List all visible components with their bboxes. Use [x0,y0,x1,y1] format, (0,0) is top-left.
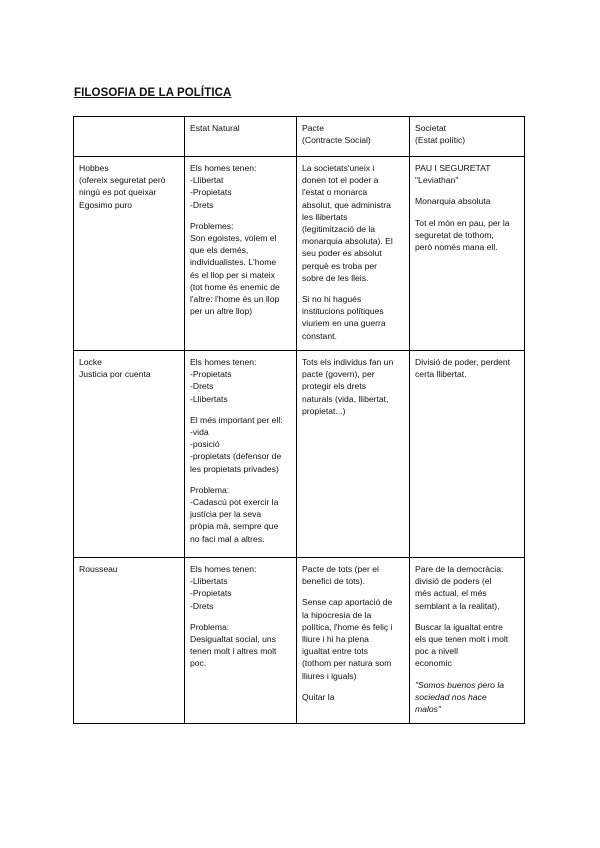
cell-text-line: pròpia mà, sempre que [190,521,279,532]
cell-text-line: absolut, que administra [302,199,391,210]
cell-text-line: -Propietats [190,369,232,380]
cell-spacer [302,682,405,691]
cell-spacer [302,284,405,293]
cell-spacer [415,208,520,217]
page-title: FILOSOFIA DE LA POLÍTICA [74,87,232,99]
cell-text-line: els que tenen molt i molt [415,634,509,645]
cell-text-line: certa llibertat. [415,369,467,380]
cell-spacer [415,186,520,195]
cell-text-line: sociedad nos hace [415,691,487,702]
cell-spacer [415,612,520,621]
cell-text-line: protegir els drets [302,381,367,392]
cell-text-line: seu poder es absolut [302,248,382,259]
cell-text-line: que els demés, [190,245,249,256]
cell-text-line: Locke [79,357,102,367]
cell-text-line: Divisió de poder, perdent [415,357,511,367]
cell-text-line: -Llibertats [190,576,228,587]
cell-text-line: economic [415,658,452,669]
author-cell-rousseau [74,558,185,724]
societat-cell-rousseau [410,558,525,724]
author-cell-locke [74,351,185,558]
cell-text-line: Pacte de tots (per el [302,564,379,574]
author-cell-hobbes [74,157,185,351]
cell-text-line: -Propietats [190,588,232,599]
cell-text-line: Els homes tenen: [190,357,257,367]
cell-text-line: (legitimització de la [302,224,376,235]
cell-text-line: és el llop per si mateix [190,269,276,280]
pacte-cell-rousseau [297,558,410,724]
estat-natural-cell-rousseau [185,558,297,724]
cell-text-line: -Llibertats [190,393,228,404]
header-empty-cell [74,117,185,157]
pacte-cell-hobbes [297,157,410,351]
cell-text-line: -Propietats [190,187,232,198]
cell-text-line: PAU I SEGURETAT [415,163,491,173]
cell-text-line: les propietats privades) [190,463,279,474]
cell-text-line: Pacte [302,123,324,133]
cell-text-line: però només mana ell. [415,242,498,253]
cell-text-line: Quitar la [302,691,335,702]
cell-text-line: igualtat entre tots [302,646,368,657]
cell-text-line: divisió de poders (el [415,576,492,587]
cell-text-line: semblant a la realitat). [415,600,500,611]
cell-text-line: per un altre llop) [190,306,253,317]
cell-text-line: lliure i hi ha plena [302,634,369,645]
cell-text-line: sobre de les lleis. [302,272,369,283]
cell-text-line: l'estat o monarca [302,187,368,198]
cell-spacer [190,405,292,414]
header-pacte [297,117,410,157]
cell-text-line: seguretat de tothom, [415,229,494,240]
cell-text-line: benefici de tots). [302,576,366,587]
cell-spacer [190,211,292,220]
cell-text-line: ningú es pot queixar [79,187,157,198]
cell-text-line: Si no hi hagués [302,294,362,305]
cell-text-line: Tot el món en pau, per la [415,217,510,228]
societat-text-rousseau [415,563,520,670]
pacte-cell-locke [297,351,410,558]
cell-text-line: individualistes. L'home [190,257,277,268]
cell-text-line: Problemes: [190,220,234,231]
cell-text-line: -vida [190,427,209,438]
cell-text-line: Els homes tenen: [190,564,257,574]
cell-text-line: (Estat polític) [415,135,466,146]
header-societat [410,117,525,157]
cell-text-line: Problema: [190,621,230,632]
societat-quote-rousseau [415,679,520,716]
cell-spacer [302,587,405,596]
cell-text-line: justícia per la seva [190,509,262,520]
header-estat-natural: Estat Natural [185,117,297,157]
cell-text-line: Pare de la democràcia: [415,564,504,574]
cell-text-line: institucions polítiques [302,306,384,317]
cell-text-line: Egosimo puro [79,199,133,210]
cell-text-line: pacte (govern), per [302,369,375,380]
cell-text-line: Hobbes [79,163,109,173]
cell-text-line: Son egoistes, volem el [190,233,277,244]
cell-text-line: Desigualtat social, uns [190,634,276,645]
cell-text-line: constant. [302,330,337,341]
cell-text-line: Sense cap aportació de [302,597,393,608]
cell-text-line: "Somos buenos pero la [415,679,505,690]
cell-text-line: donen tot el poder a [302,175,379,186]
cell-text-line: (ofereix seguretat però [79,175,166,186]
cell-text-line: Problema: [190,484,230,495]
cell-text-line: Monarquia absoluta [415,196,491,207]
cell-text-line: Societat [415,123,447,133]
cell-text-line: "Leviathan" [415,175,459,186]
cell-text-line: (tot home és enemic de [190,281,280,292]
cell-text-line: -Llibertat [190,175,224,186]
cell-text-line: la hipocresia de la [302,609,372,620]
cell-text-line: Buscar la igualtat entre [415,621,503,632]
cell-text-line: naturals (vida, llibertat, [302,393,389,404]
cell-text-line: -Drets [190,199,214,210]
cell-text-line: poc. [190,658,207,669]
cell-spacer [190,612,292,621]
cell-text-line: malos" [415,704,441,715]
cell-text-line: Tots els individus fan un [302,357,394,367]
cell-text-line: -Drets [190,381,214,392]
societat-cell-locke [410,351,525,558]
estat-natural-cell-locke [185,351,297,558]
cell-text-line: lliures i iguals) [302,670,357,681]
cell-text-line: propietat...) [302,405,346,416]
cell-text-line: més actual, el més [415,588,487,599]
cell-text-line: monarquia absoluta). El [302,236,393,247]
cell-spacer [190,475,292,484]
table-row-rousseau [74,558,525,724]
cell-text-line: tenen molt i altres molt [190,646,277,657]
cell-text-line: Els homes tenen: [190,163,257,173]
cell-text-line: -Drets [190,600,214,611]
cell-text-line: les llibertats [302,211,348,222]
cell-text-line: no faci mal a altres. [190,533,265,544]
cell-text-line: Justicia por cuenta [79,369,151,380]
cell-text-line: perquè es troba per [302,260,378,271]
estat-natural-cell-hobbes [185,157,297,351]
table-header-row [74,117,525,157]
philosophy-table [73,116,525,724]
societat-cell-hobbes [410,157,525,351]
table-row-locke [74,351,525,558]
cell-text-line: El més important per ell: [190,414,283,425]
cell-text-line: (tothom per natura som [302,658,392,669]
cell-text-line: (Contracte Social) [302,135,371,146]
cell-text-line: -posició [190,439,220,450]
table-row-hobbes [74,157,525,351]
cell-text-line: La societats'uneix i [302,163,375,173]
cell-text-line: viuriem en una guerra [302,318,386,329]
cell-text-line: -propietats (defensor de [190,451,282,462]
cell-text-line: Rousseau [79,564,118,574]
cell-text-line: -Cadascú pot exercir la [190,497,279,508]
cell-text-line: poc a nivell [415,646,458,657]
cell-text-line: l'altre: l'home és un llop [190,294,280,305]
cell-text-line: política, l'home és feliç i [302,621,393,632]
